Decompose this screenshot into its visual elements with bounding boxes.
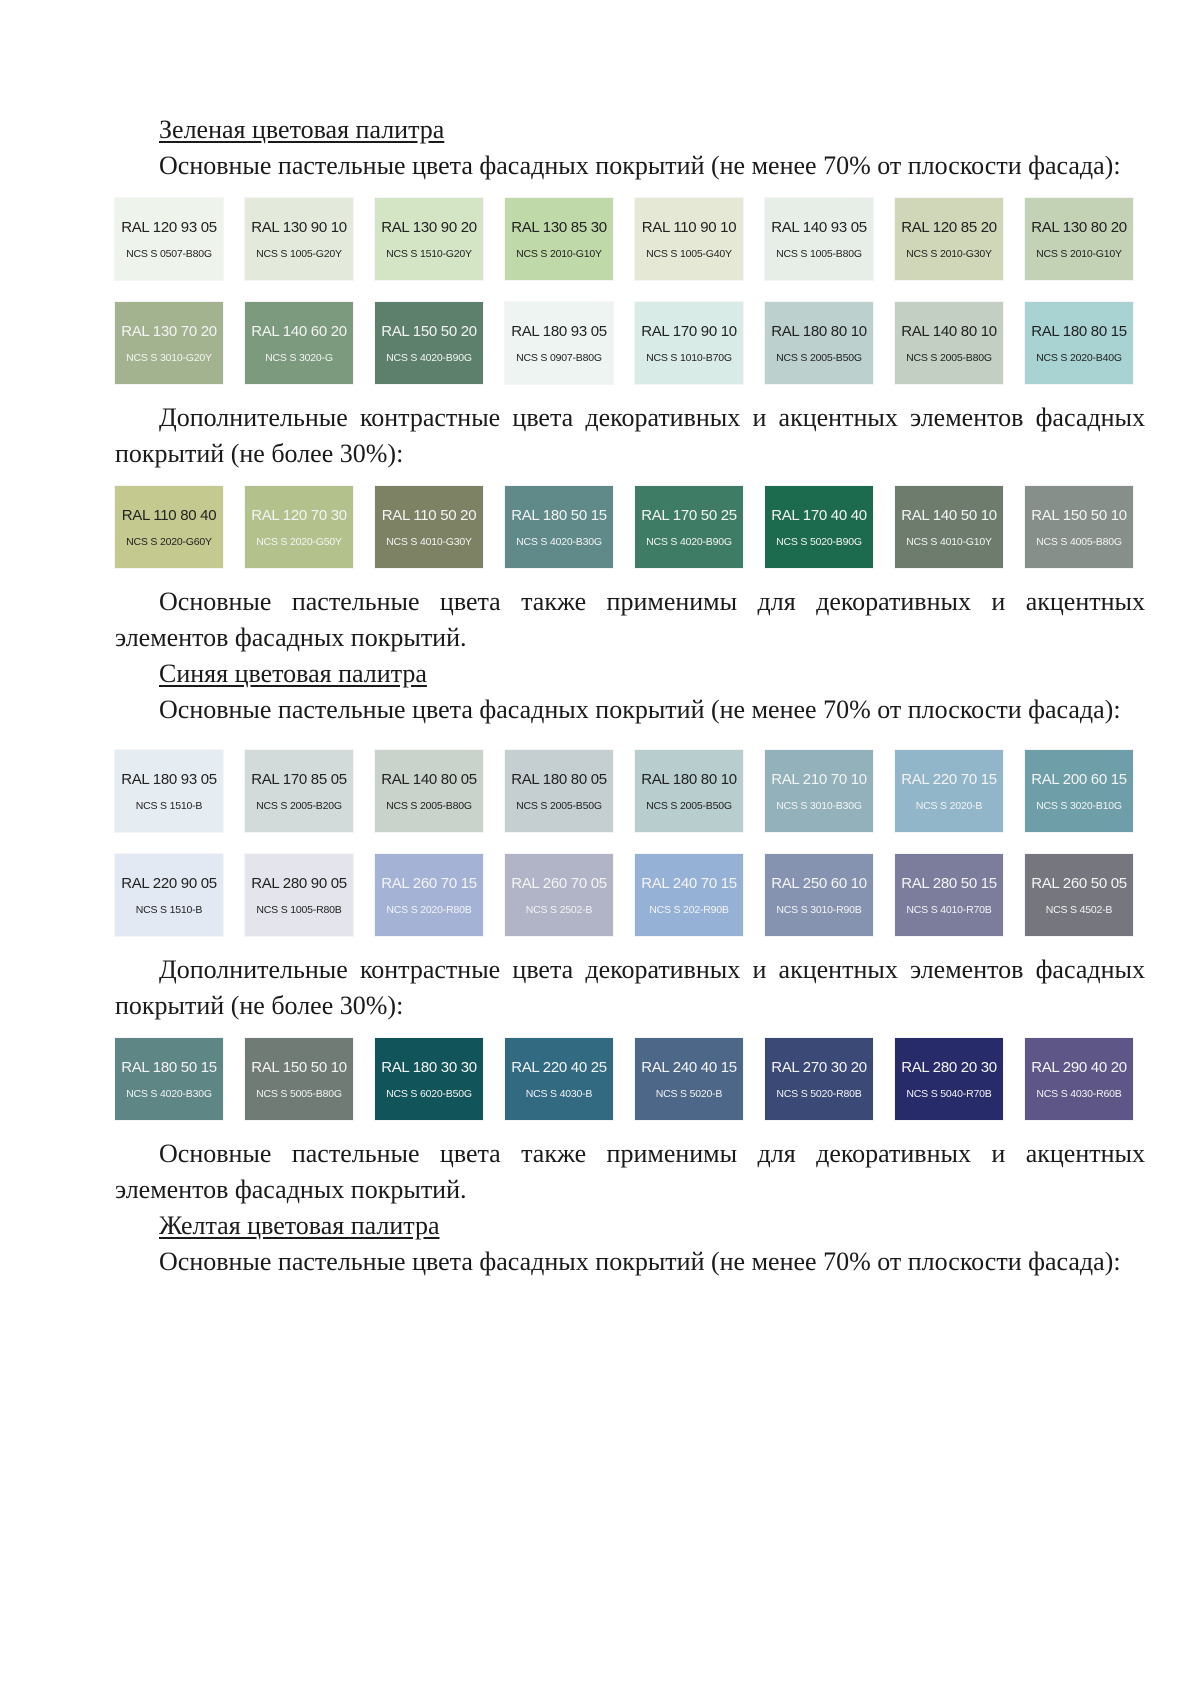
ral-code: RAL 180 50 15 xyxy=(511,506,607,524)
color-swatch xyxy=(895,198,1003,280)
ncs-code: NCS S 4010-G30Y xyxy=(386,535,472,548)
ncs-code: NCS S 4020-B30G xyxy=(126,1087,212,1100)
ral-code: RAL 130 70 20 xyxy=(121,322,217,340)
ncs-code: NCS S 4005-B80G xyxy=(1036,535,1122,548)
ncs-code: NCS S 4010-G10Y xyxy=(906,535,992,548)
color-swatch xyxy=(505,854,613,936)
ncs-code: NCS S 2020-B40G xyxy=(1036,351,1122,364)
ncs-code: NCS S 2005-B80G xyxy=(906,351,992,364)
color-swatch xyxy=(115,1038,223,1120)
ral-code: RAL 130 90 10 xyxy=(251,218,347,236)
color-swatch xyxy=(245,486,353,568)
ncs-code: NCS S 4020-B30G xyxy=(516,535,602,548)
color-swatch xyxy=(895,486,1003,568)
color-swatch xyxy=(245,302,353,384)
color-swatch xyxy=(505,302,613,384)
ral-code: RAL 120 70 30 xyxy=(251,506,347,524)
ral-code: RAL 240 40 15 xyxy=(641,1058,737,1076)
blue-note: Основные пастельные цвета также применимы для декоративных и акцентных элементов фасадных покрытий. xyxy=(115,1139,1145,1204)
color-swatch xyxy=(1025,854,1133,936)
ncs-code: NCS S 3010-G20Y xyxy=(126,351,212,364)
ral-code: RAL 220 90 05 xyxy=(121,874,217,892)
ncs-code: NCS S 2020-G60Y xyxy=(126,535,212,548)
color-swatch xyxy=(1025,1038,1133,1120)
ncs-code: NCS S 1005-G20Y xyxy=(256,247,342,260)
blue-palette-heading: Синяя цветовая палитра xyxy=(159,659,427,688)
ral-code: RAL 170 85 05 xyxy=(251,770,347,788)
ncs-code: NCS S 1005-R80B xyxy=(256,903,342,916)
ral-code: RAL 170 90 10 xyxy=(641,322,737,340)
color-swatch xyxy=(375,486,483,568)
color-swatch xyxy=(765,198,873,280)
color-swatch xyxy=(895,302,1003,384)
ncs-code: NCS S 4010-R70B xyxy=(906,903,992,916)
ral-code: RAL 200 60 15 xyxy=(1031,770,1127,788)
ral-code: RAL 180 93 05 xyxy=(511,322,607,340)
color-swatch xyxy=(635,854,743,936)
ral-code: RAL 130 85 30 xyxy=(511,218,607,236)
ncs-code: NCS S 4020-B90G xyxy=(386,351,472,364)
ncs-code: NCS S 0907-B80G xyxy=(516,351,602,364)
ral-code: RAL 220 40 25 xyxy=(511,1058,607,1076)
ncs-code: NCS S 2020-G50Y xyxy=(256,535,342,548)
ral-code: RAL 260 70 15 xyxy=(381,874,477,892)
ncs-code: NCS S 1005-B80G xyxy=(776,247,862,260)
ral-code: RAL 220 70 15 xyxy=(901,770,997,788)
color-swatch xyxy=(245,198,353,280)
ral-code: RAL 270 30 20 xyxy=(771,1058,867,1076)
ncs-code: NCS S 1010-B70G xyxy=(646,351,732,364)
color-swatch xyxy=(505,750,613,832)
ral-code: RAL 110 90 10 xyxy=(641,218,737,236)
yellow-main-text: Основные пастельные цвета фасадных покрытий (не менее 70% от плоскости фасада): xyxy=(159,1247,1121,1276)
ral-code: RAL 180 93 05 xyxy=(121,770,217,788)
color-swatch xyxy=(245,1038,353,1120)
ral-code: RAL 280 20 30 xyxy=(901,1058,997,1076)
color-swatch xyxy=(245,750,353,832)
ral-code: RAL 140 93 05 xyxy=(771,218,867,236)
color-swatch xyxy=(895,750,1003,832)
green-note: Основные пастельные цвета также применимы для декоративных и акцентных элементов фасадных покрытий. xyxy=(115,587,1145,652)
ncs-code: NCS S 2005-B80G xyxy=(386,799,472,812)
color-swatch xyxy=(115,302,223,384)
ncs-code: NCS S 2010-G10Y xyxy=(516,247,602,260)
ral-code: RAL 110 50 20 xyxy=(381,506,477,524)
ncs-code: NCS S 1510-B xyxy=(135,903,203,916)
ral-code: RAL 280 50 15 xyxy=(901,874,997,892)
color-swatch xyxy=(635,198,743,280)
ral-code: RAL 260 50 05 xyxy=(1031,874,1127,892)
ncs-code: NCS S 2020-B xyxy=(915,799,983,812)
color-swatch xyxy=(1025,302,1133,384)
color-swatch xyxy=(635,302,743,384)
color-swatch xyxy=(505,1038,613,1120)
ncs-code: NCS S 4502-B xyxy=(1045,903,1113,916)
ral-code: RAL 180 80 05 xyxy=(511,770,607,788)
ral-code: RAL 130 90 20 xyxy=(381,218,477,236)
ral-code: RAL 180 50 15 xyxy=(121,1058,217,1076)
ncs-code: NCS S 4020-B90G xyxy=(646,535,732,548)
color-swatch xyxy=(375,198,483,280)
green-main-swatches xyxy=(115,198,1145,384)
yellow-palette-heading: Желтая цветовая палитра xyxy=(159,1211,440,1240)
color-swatch xyxy=(765,1038,873,1120)
ncs-code: NCS S 3020-G xyxy=(265,351,333,364)
ncs-code: NCS S 0507-B80G xyxy=(126,247,212,260)
color-swatch xyxy=(765,854,873,936)
color-swatch xyxy=(115,198,223,280)
color-swatch xyxy=(115,750,223,832)
ral-code: RAL 280 90 05 xyxy=(251,874,347,892)
ral-code: RAL 150 50 10 xyxy=(251,1058,347,1076)
ral-code: RAL 150 50 10 xyxy=(1031,506,1127,524)
ncs-code: NCS S 2020-R80B xyxy=(386,903,472,916)
ncs-code: NCS S 4030-B xyxy=(525,1087,593,1100)
ral-code: RAL 240 70 15 xyxy=(641,874,737,892)
color-swatch xyxy=(375,1038,483,1120)
color-swatch xyxy=(895,1038,1003,1120)
ncs-code: NCS S 1510-B xyxy=(135,799,203,812)
ncs-code: NCS S 3010-R90B xyxy=(776,903,862,916)
green-main-text: Основные пастельные цвета фасадных покрытий (не менее 70% от плоскости фасада): xyxy=(159,151,1121,180)
color-swatch xyxy=(765,302,873,384)
ral-code: RAL 180 80 10 xyxy=(641,770,737,788)
color-swatch xyxy=(635,750,743,832)
color-swatch xyxy=(635,1038,743,1120)
ral-code: RAL 250 60 10 xyxy=(771,874,867,892)
color-swatch xyxy=(895,854,1003,936)
color-swatch xyxy=(245,854,353,936)
ncs-code: NCS S 1005-G40Y xyxy=(646,247,732,260)
green-accent-swatches xyxy=(115,486,1145,568)
ncs-code: NCS S 3020-B10G xyxy=(1036,799,1122,812)
ral-code: RAL 180 30 30 xyxy=(381,1058,477,1076)
ncs-code: NCS S 2005-B20G xyxy=(256,799,342,812)
green-palette-heading: Зеленая цветовая палитра xyxy=(159,115,445,144)
ncs-code: NCS S 2005-B50G xyxy=(646,799,732,812)
ral-code: RAL 140 50 10 xyxy=(901,506,997,524)
ncs-code: NCS S 2005-B50G xyxy=(516,799,602,812)
ral-code: RAL 260 70 05 xyxy=(511,874,607,892)
ral-code: RAL 110 80 40 xyxy=(121,506,217,524)
color-swatch xyxy=(1025,750,1133,832)
color-swatch xyxy=(115,486,223,568)
ral-code: RAL 120 85 20 xyxy=(901,218,997,236)
ncs-code: NCS S 3010-B30G xyxy=(776,799,862,812)
blue-accent-swatches xyxy=(115,1038,1145,1120)
color-swatch xyxy=(375,750,483,832)
ncs-code: NCS S 5005-B80G xyxy=(256,1087,342,1100)
color-swatch xyxy=(505,486,613,568)
blue-main-swatches xyxy=(115,750,1145,936)
ral-code: RAL 130 80 20 xyxy=(1031,218,1127,236)
ncs-code: NCS S 4030-R60B xyxy=(1036,1087,1122,1100)
color-swatch xyxy=(115,854,223,936)
green-accent-text: Дополнительные контрастные цвета декоративных и акцентных элементов фасадных покрытий (не более 30%): xyxy=(115,403,1145,468)
color-swatch xyxy=(375,302,483,384)
ral-code: RAL 150 50 20 xyxy=(381,322,477,340)
blue-main-text: Основные пастельные цвета фасадных покрытий (не менее 70% от плоскости фасада): xyxy=(159,695,1121,724)
ncs-code: NCS S 5020-B xyxy=(655,1087,723,1100)
ral-code: RAL 210 70 10 xyxy=(771,770,867,788)
ral-code: RAL 170 50 25 xyxy=(641,506,737,524)
ncs-code: NCS S 2010-G30Y xyxy=(906,247,992,260)
ncs-code: NCS S 5040-R70B xyxy=(906,1087,992,1100)
ral-code: RAL 290 40 20 xyxy=(1031,1058,1127,1076)
color-swatch xyxy=(375,854,483,936)
ral-code: RAL 140 80 10 xyxy=(901,322,997,340)
ral-code: RAL 170 40 40 xyxy=(771,506,867,524)
ncs-code: NCS S 2010-G10Y xyxy=(1036,247,1122,260)
ncs-code: NCS S 5020-B90G xyxy=(776,535,862,548)
ncs-code: NCS S 2005-B50G xyxy=(776,351,862,364)
color-swatch xyxy=(765,486,873,568)
ncs-code: NCS S 2502-B xyxy=(525,903,593,916)
ral-code: RAL 140 60 20 xyxy=(251,322,347,340)
color-swatch xyxy=(505,198,613,280)
ncs-code: NCS S 202-R90B xyxy=(649,903,729,916)
color-swatch xyxy=(1025,198,1133,280)
ral-code: RAL 140 80 05 xyxy=(381,770,477,788)
ral-code: RAL 120 93 05 xyxy=(121,218,217,236)
document-page xyxy=(115,112,1145,1280)
color-swatch xyxy=(1025,486,1133,568)
blue-accent-text: Дополнительные контрастные цвета декоративных и акцентных элементов фасадных покрытий (не более 30%): xyxy=(115,955,1145,1020)
ral-code: RAL 180 80 15 xyxy=(1031,322,1127,340)
ncs-code: NCS S 1510-G20Y xyxy=(386,247,472,260)
color-swatch xyxy=(635,486,743,568)
ncs-code: NCS S 5020-R80B xyxy=(776,1087,862,1100)
ral-code: RAL 180 80 10 xyxy=(771,322,867,340)
color-swatch xyxy=(765,750,873,832)
ncs-code: NCS S 6020-B50G xyxy=(386,1087,472,1100)
